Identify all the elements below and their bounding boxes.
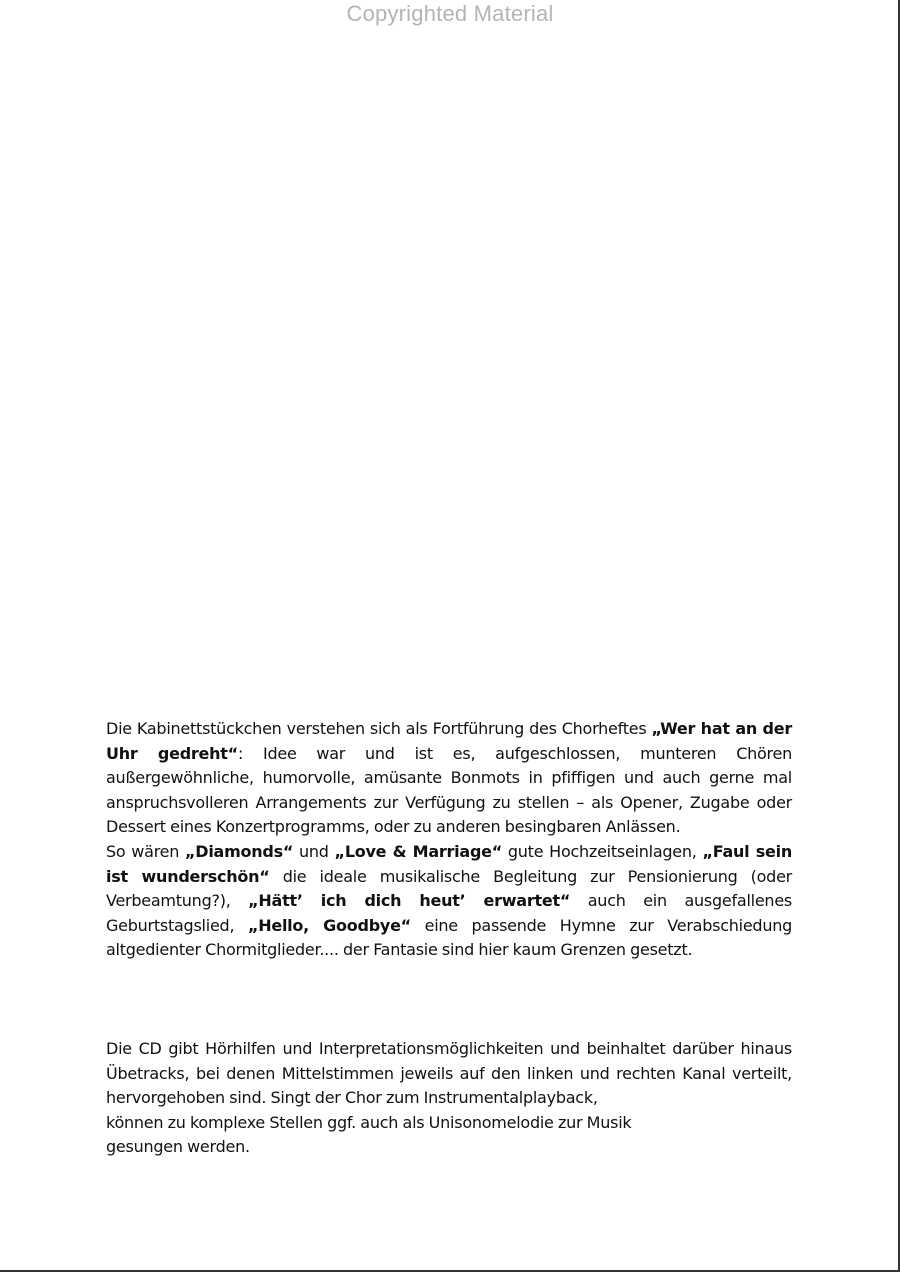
paragraph-text: Die Kabinettstückchen verstehen sich als Fortführung des Chorheftes [106, 719, 652, 738]
paragraph-text: eine passende Hymne zur Verabschiedung altgedienter Chormitglieder.... der Fantasie sind hier kaum Grenzen gesetzt. [106, 915, 793, 960]
paragraph-kabinettstueckchen [106, 717, 792, 840]
paragraph-text: gesungen werden. [106, 1137, 250, 1157]
copyright-watermark: Copyrighted Material [346, 1, 554, 26]
paragraph-text: und [293, 841, 335, 861]
paragraph-song-examples [106, 840, 792, 963]
paragraph-text: die ideale musikalische Begleitung zur Pensionierung (oder Verbeamtung?), [106, 866, 792, 911]
title-haett-ich-dich-heut-erwartet: „Hätt’ ich dich heut’ erwartet“ [248, 891, 571, 911]
intro-text-block [106, 717, 792, 963]
paragraph-text: können zu komplexe Stellen ggf. auch als Unisonomelodie zur Musik [106, 1112, 632, 1132]
paragraph-text: Die CD gibt Hörhilfen und Interpretationsmöglichkeiten und beinhaltet darüber hinaus Übetracks, bei denen Mittelstimmen jeweils auf den linken und rechten Kanal verteilt, hervorgehoben sind. Singt der Chor zum Instrumentalplayback, [106, 1039, 792, 1108]
paragraph-text: So wären [106, 841, 186, 861]
paragraph-text: : Idee war und ist es, aufgeschlossen, munteren Chören außergewöhnliche, humorvolle, amüsante Bonmots in pfiffigen und auch gerne mal anspruchsvolleren Arrangements zur Verfügung zu stellen – als Opener, Zugabe oder Dessert eines Konzertprogramms, oder zu anderen besingbaren Anlässen. [106, 743, 793, 837]
title-hello-goodbye: „Hello, Goodbye“ [247, 915, 411, 935]
title-love-and-marriage: „Love & Marriage“ [334, 841, 503, 861]
paragraph-cd-description [106, 1037, 792, 1160]
cd-text-block [106, 1037, 792, 1160]
title-diamonds: „Diamonds“ [185, 841, 294, 861]
title-wer-hat-an-der-uhr-gedreht: „Wer hat an der Uhr gedreht“ [106, 719, 792, 763]
paragraph-text: auch ein ausgefallenes Geburtstagslied, [106, 891, 792, 935]
title-faul-sein-ist-wunderschoen: „Faul sein ist wunderschön“ [106, 841, 793, 886]
paragraph-text: gute Hochzeitseinlagen, [502, 841, 703, 861]
